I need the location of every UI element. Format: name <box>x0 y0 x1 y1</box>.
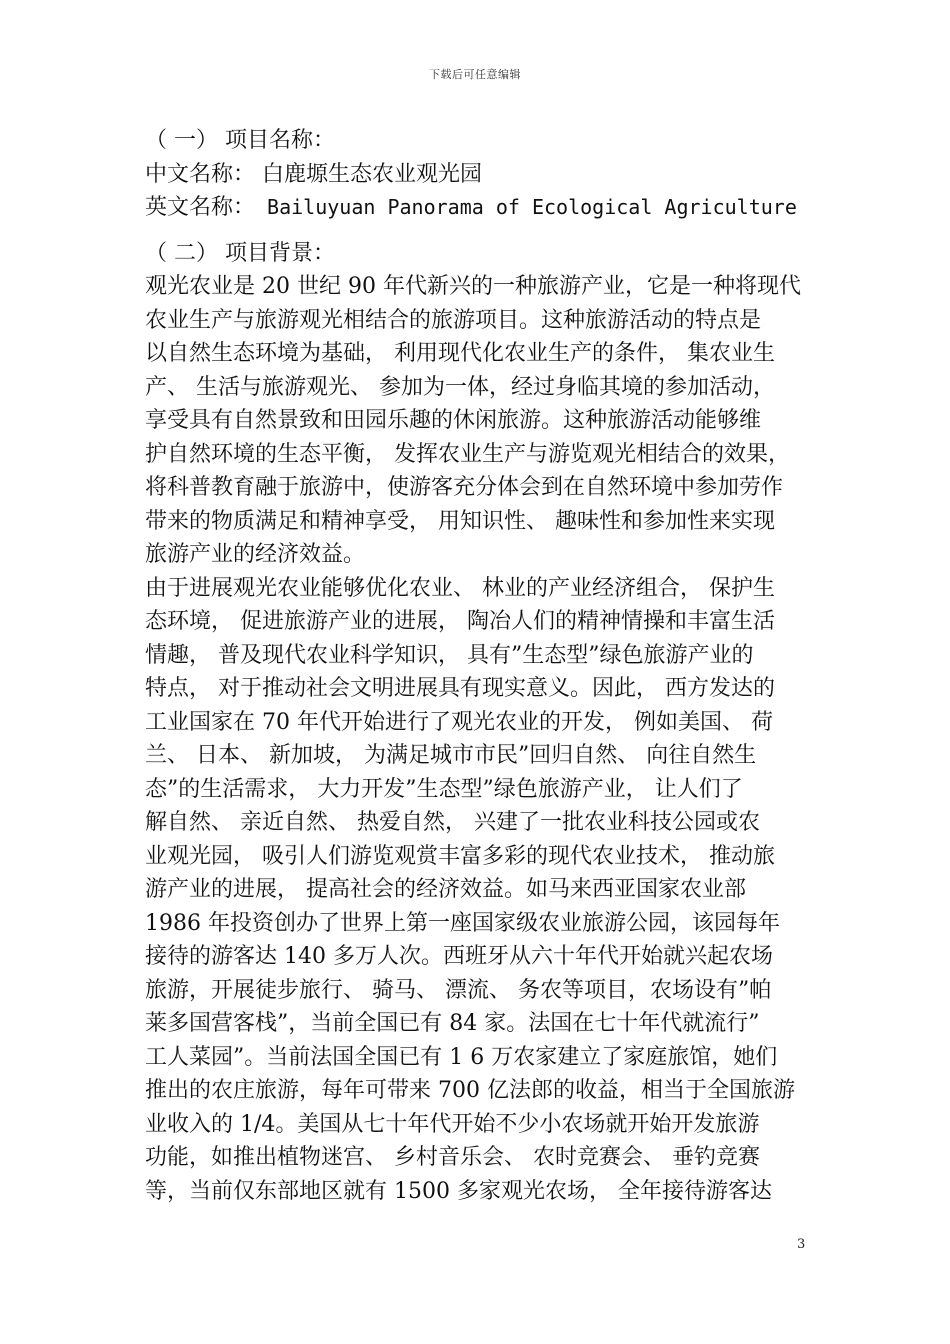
text-line: 产、 生活与旅游观光、 参加为一体，经过身临其境的参加活动， <box>145 374 775 400</box>
text-line: 推出的农庄旅游，每年可带来 700 亿法郎的收益，相当于全国旅游 <box>145 1078 795 1103</box>
text-line: 业收入的 1/4。美国从七十年代开始不少小农场就开始开发旅游 <box>145 1111 760 1137</box>
section-gap <box>145 225 810 237</box>
text-line: 业观光园， 吸引人们游览观赏丰富多彩的现代农业技术， 推动旅 <box>145 843 775 869</box>
document-body <box>145 124 810 1208</box>
text-line: 接待的游客达 140 多万人次。西班牙从六十年代开始就兴起农场 <box>145 944 773 969</box>
text-line: 功能，如推出植物迷宫、 乡村音乐会、 农时竞赛会、 垂钓竞赛 <box>145 1145 760 1170</box>
text-line: 莱多国营客栈”，当前全国已有 84 家。法国在七十年代就流行” <box>145 1011 760 1036</box>
text-line: 游产业的进展， 提高社会的经济效益。如马来西亚国家农业部 <box>145 877 746 902</box>
text-line: 特点， 对于推动社会文明进展具有现实意义。因此， 西方发达的 <box>145 676 775 701</box>
english-name-label: 英文名称： <box>145 195 256 220</box>
text-line: 将科普教育融于旅游中，使游客充分体会到在自然环境中参加劳作 <box>145 475 784 500</box>
page-header: 下载后可任意编辑 <box>429 68 521 81</box>
text-line: 等，当前仅东部地区就有 1500 多家观光农场， 全年接待游客达 <box>145 1178 772 1204</box>
text-line: 旅游，开展徒步旅行、 骑马、 漂流、 务农等项目，农场设有”帕 <box>145 977 772 1003</box>
english-name-value: Bailuyuan Panorama of Ecological Agriculture <box>255 195 797 219</box>
text-line: 带来的物质满足和精神享受， 用知识性、 趣味性和参加性来实现 <box>145 508 775 534</box>
section-2-heading: （ 二） 项目背景： <box>145 240 335 266</box>
chinese-name-line: 中文名称： 白鹿塬生态农业观光园 <box>145 161 482 187</box>
text-line: 工业国家在 70 年代开始进行了观光农业的开发， 例如美国、 荷 <box>145 709 773 735</box>
text-line: 由于进展观光农业能够优化农业、 林业的产业经济组合， 保护生 <box>145 575 775 601</box>
text-line: 农业生产与旅游观光相结合的旅游项目。这种旅游活动的特点是 <box>145 307 762 333</box>
page-number: 3 <box>797 1237 806 1252</box>
text-line: 观光农业是 20 世纪 90 年代新兴的一种旅游产业，它是一种将现代 <box>145 274 801 299</box>
english-name-line <box>145 191 810 225</box>
text-line: 旅游产业的经济效益。 <box>145 542 366 567</box>
text-line: 态环境， 促进旅游产业的进展， 陶冶人们的精神情操和丰富生活 <box>145 609 775 634</box>
text-line: 护自然环境的生态平衡， 发挥农业生产与游览观光相结合的效果， <box>145 441 790 467</box>
text-line: 态”的生活需求， 大力开发”生态型”绿色旅游产业， 让人们了 <box>145 776 743 802</box>
text-line: 兰、 日本、 新加坡， 为满足城市市民”回归自然、 向往自然生 <box>145 743 757 768</box>
background-paragraphs <box>145 270 810 1208</box>
text-line: 工人菜园”。当前法国全国已有 1 6 万农家建立了家庭旅馆，她们 <box>145 1044 778 1070</box>
section-1-heading: （ 一） 项目名称： <box>145 128 335 153</box>
text-line: 1986 年投资创办了世界上第一座国家级农业旅游公园，该园每年 <box>145 910 780 936</box>
text-line: 解自然、 亲近自然、 热爱自然， 兴建了一批农业科技公园或农 <box>145 810 760 835</box>
text-line: 享受具有自然景致和田园乐趣的休闲旅游。这种旅游活动能够维 <box>145 408 762 433</box>
text-line: 情趣， 普及现代农业科学知识， 具有”生态型”绿色旅游产业的 <box>145 642 754 668</box>
text-line: 以自然生态环境为基础， 利用现代化农业生产的条件， 集农业生 <box>145 341 775 366</box>
